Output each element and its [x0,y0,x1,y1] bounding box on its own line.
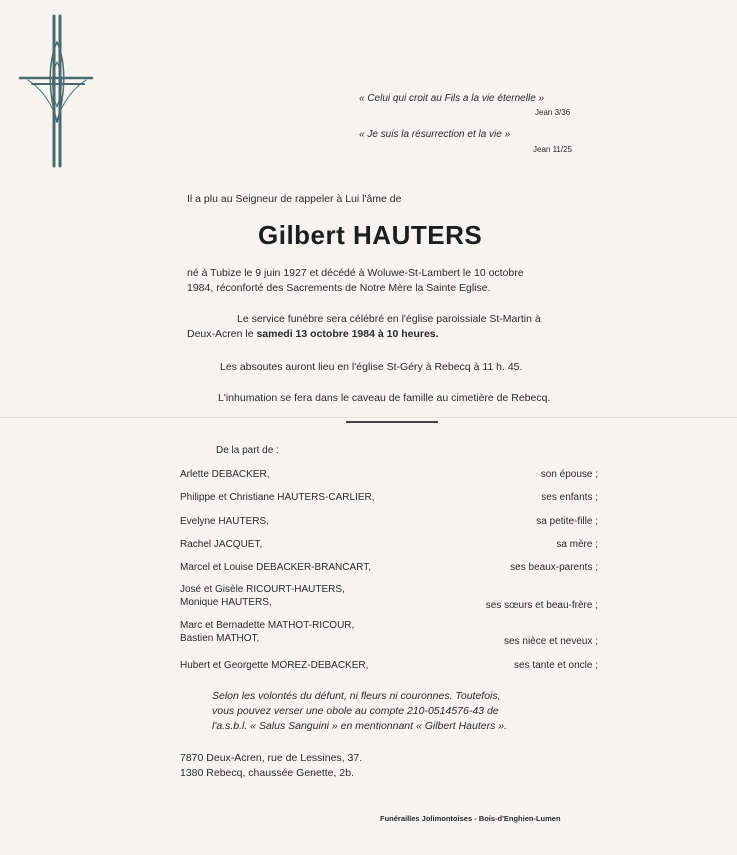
birth-death-line-2: 1984, réconforté des Sacrements de Notre Mère la Sainte Eglise. [187,282,491,294]
family-names: Bastien MATHOT, [180,633,260,644]
family-relation: ses beaux-parents ; [510,562,598,573]
family-entry [180,620,598,648]
inhumation-text: L'inhumation se fera dans le caveau de famille au cimetière de Rebecq. [218,392,551,404]
birth-death-paragraph [187,266,603,296]
family-entry [180,469,598,483]
family-entry [180,492,598,506]
family-names: Marcel et Louise DEBACKER-BRANCART, [180,562,371,573]
family-relation: son épouse ; [540,469,598,480]
quote-1-ref: Jean 3/36 [535,108,571,117]
family-entry [180,516,598,530]
family-names: Rachel JACQUET, [180,539,263,550]
wishes-line-3: l'a.s.b.l. « Salus Sanguini » en mentionnant « Gilbert Hauters ». [212,720,508,732]
birth-death-line-1: né à Tubize le 9 juin 1927 et décédé à Woluwe-St-Lambert le 10 octobre [187,267,524,279]
absoutes-text: Les absoutes auront lieu en l'église St-Géry à Rebecq à 11 h. 45. [220,361,523,373]
family-header: De la part de : [216,445,279,456]
quote-2: « Je suis la résurrection et la vie » [359,129,511,140]
family-names: Hubert et Georgette MOREZ-DEBACKER, [180,660,369,671]
family-entry [180,584,598,612]
family-relation: sa petite-fille ; [536,516,598,527]
family-names: Monique HAUTERS, [180,597,272,608]
family-relation: ses enfants ; [541,492,598,503]
quote-2-ref: Jean 11/25 [533,145,572,154]
service-line-1: Le service funèbre sera célébré en l'église paroissiale St-Martin à [237,313,541,325]
wishes-line-1: Selon les volontés du défunt, ni fleurs ni couronnes. Toutefois, [212,690,501,702]
family-relation: ses tante et oncle ; [514,660,598,671]
family-relation: ses nièce et neveux ; [504,636,598,647]
fold-line [0,417,737,418]
address-2: 1380 Rebecq, chaussée Genette, 2b. [180,767,354,779]
divider [346,421,438,423]
family-names: Philippe et Christiane HAUTERS-CARLIER, [180,492,375,503]
family-names: José et Gisèle RICOURT-HAUTERS, [180,584,345,595]
family-entry [180,660,598,674]
wishes-line-2: vous pouvez verser une obole au compte 210-0514576-43 de [212,705,499,717]
quote-1: « Celui qui croit au Fils a la vie éternelle » [359,93,545,104]
printer-credit: Funérailles Jolimontoises - Bois-d'Enghien-Lumen [380,814,561,823]
address-1: 7870 Deux-Acren, rue de Lessines, 37. [180,752,363,764]
service-date: samedi 13 octobre 1984 à 10 heures. [256,328,439,340]
family-relation: ses sœurs et beau-frère ; [485,600,598,611]
cross-icon [18,12,96,170]
family-relation: sa mère ; [556,539,598,550]
family-entry [180,539,598,553]
service-place: Deux-Acren le [187,328,257,340]
intro-text: Il a plu au Seigneur de rappeler à Lui l'âme de [187,193,402,205]
deceased-name: Gilbert HAUTERS [258,220,483,250]
service-line-2 [187,328,439,340]
family-names: Marc et Bernadette MATHOT-RICOUR, [180,620,355,631]
family-names: Evelyne HAUTERS, [180,516,269,527]
wishes-paragraph [212,689,564,734]
family-names: Arlette DEBACKER, [180,469,270,480]
family-entry [180,562,598,576]
